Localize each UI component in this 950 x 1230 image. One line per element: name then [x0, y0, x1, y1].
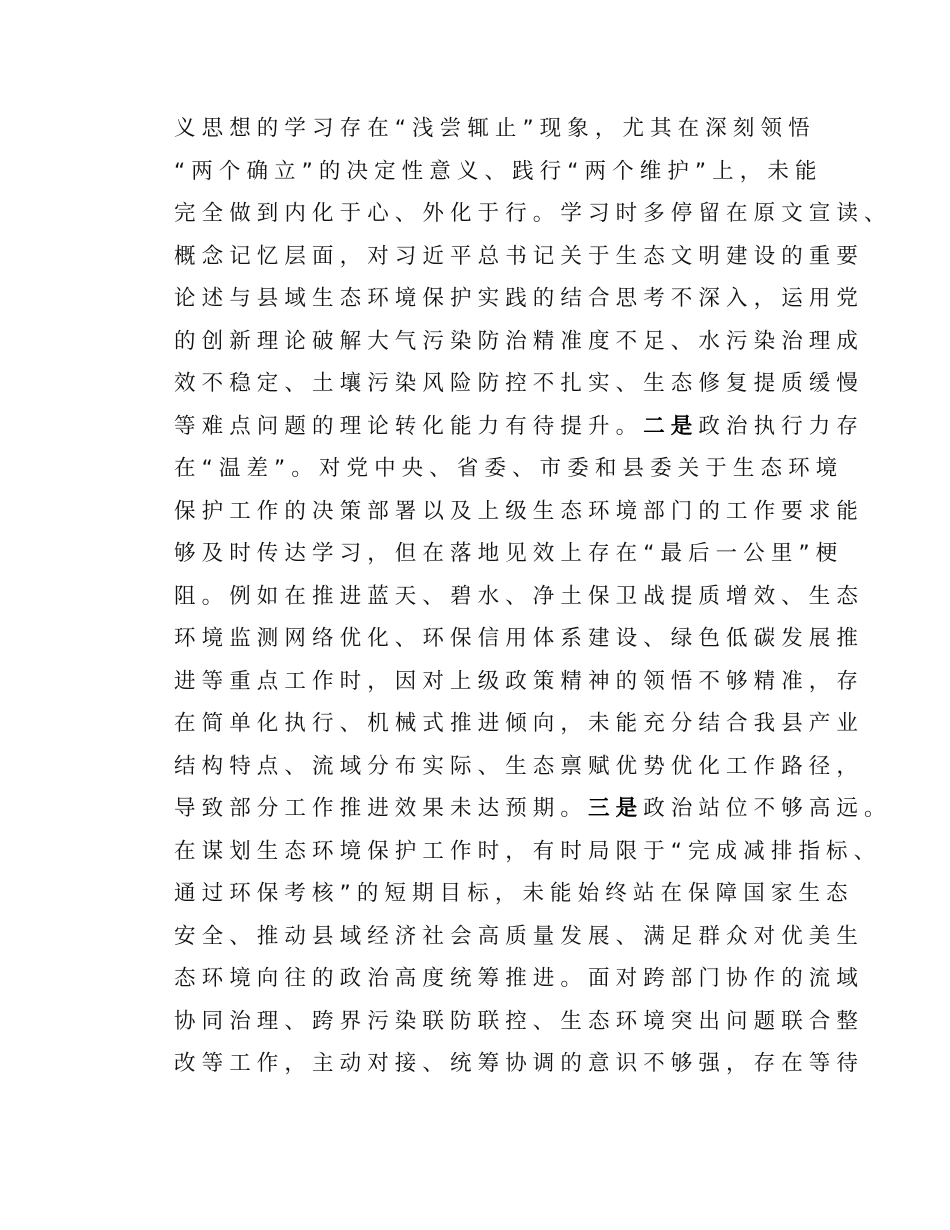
text-segment: 导致部分工作推进效果未达预期。: [174, 796, 589, 821]
text-line: [174, 491, 865, 534]
body-paragraph: [174, 108, 892, 1086]
text-line: [174, 618, 865, 661]
text-line: [174, 916, 865, 959]
text-segment: 义思想的学习存在“浅尝辄止”现象，尤其在深刻领悟: [174, 116, 816, 141]
text-line: [174, 278, 865, 321]
text-line: [174, 831, 882, 874]
text-line: [174, 746, 865, 789]
text-line: [174, 236, 865, 279]
text-segment: 的创新理论破解大气污染防治精准度不足、水污染治理成: [174, 328, 865, 354]
text-segment: 态环境向往的政治高度统筹推进。面对跨部门协作的流域: [174, 966, 865, 991]
text-segment: 政治执行力存: [698, 413, 865, 439]
text-line: [174, 108, 814, 151]
text-line: [174, 321, 865, 364]
text-line: [174, 193, 892, 236]
text-line: [174, 703, 865, 746]
text-line: [174, 788, 892, 831]
text-segment: 政治站位不够高远。: [643, 796, 892, 821]
text-segment: 概念记忆层面，对习近平总书记关于生态文明建设的重要: [174, 243, 865, 269]
text-segment: 在简单化执行、机械式推进倾向，未能充分结合我县产业: [174, 711, 865, 736]
text-line: [174, 1001, 865, 1044]
text-line: [174, 363, 865, 406]
text-line: [174, 958, 865, 1001]
text-segment: 协同治理、跨界污染联防联控、生态环境突出问题联合整: [174, 1008, 865, 1034]
text-segment: 完全做到内化于心、外化于行。学习时多停留在原文宣读、: [174, 201, 892, 226]
text-line: [174, 533, 844, 576]
text-segment: 改等工作，主动对接、统筹协调的意识不够强，存在等待: [174, 1051, 865, 1076]
text-segment: 结构特点、流域分布实际、生态禀赋优势优化工作路径，: [174, 753, 865, 779]
text-segment: 进等重点工作时，因对上级政策精神的领悟不够精准，存: [174, 668, 865, 694]
text-segment: 保护工作的决策部署以及上级生态环境部门的工作要求能: [174, 498, 865, 524]
text-line: [174, 1043, 865, 1086]
text-segment: 等难点问题的理论转化能力有待提升。: [174, 413, 644, 439]
text-segment: 论述与县域生态环境保护实践的结合思考不深入，运用党: [174, 286, 865, 311]
text-segment: 够及时传达学习，但在落地见效上存在“最后一公里”梗: [174, 541, 844, 566]
text-segment: 环境监测网络优化、环保信用体系建设、绿色低碳发展推: [174, 626, 865, 651]
bold-heading-marker: 三是: [588, 796, 644, 821]
text-segment: 通过环保考核”的短期目标，未能始终站在保障国家生态: [174, 881, 854, 906]
text-line: [174, 151, 823, 194]
text-line: [174, 873, 854, 916]
text-line: [174, 406, 865, 449]
bold-heading-marker: 二是: [643, 413, 699, 439]
text-segment: 效不稳定、土壤污染风险防控不扎实、生态修复提质缓慢: [174, 371, 865, 396]
text-segment: 在谋划生态环境保护工作时，有时局限于“完成减排指标、: [174, 838, 882, 864]
text-segment: 在“温差”。对党中央、省委、市委和县委关于生态环境: [174, 456, 844, 481]
text-segment: “两个确立”的决定性意义、践行“两个维护”上，未能: [174, 158, 823, 184]
text-segment: 安全、推动县域经济社会高质量发展、满足群众对优美生: [174, 923, 865, 949]
text-line: [174, 576, 865, 619]
text-segment: 阻。例如在推进蓝天、碧水、净土保卫战提质增效、生态: [174, 583, 865, 609]
text-line: [174, 448, 844, 491]
text-line: [174, 661, 865, 704]
